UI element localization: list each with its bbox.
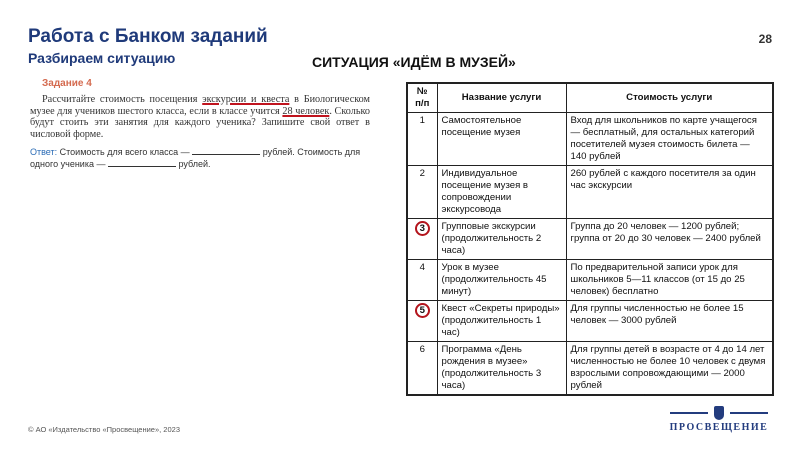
- task-text: [30, 94, 370, 140]
- col-header-name: Название услуги: [437, 83, 566, 113]
- service-name: Групповые экскурсии (продолжительность 2 часа): [437, 219, 566, 260]
- table-row: [407, 342, 773, 396]
- service-cost: Группа до 20 человек — 1200 рублей; группа от 20 до 30 человек — 2400 рублей: [566, 219, 773, 260]
- row-number-text: 5: [415, 303, 430, 318]
- underlined-text: 28 человек: [282, 105, 330, 117]
- row-number: [407, 342, 437, 396]
- service-cost: Вход для школьников по карте учащегося — бесплатный, для остальных категорий посетителей музея стоимость билета — 140 рублей: [566, 113, 773, 166]
- copyright: © АО «Издательство «Просвещение», 2023: [28, 425, 180, 434]
- service-name: Квест «Секреты природы» (продолжительность 1 час): [437, 301, 566, 342]
- row-number: [407, 301, 437, 342]
- answer-blank: [192, 147, 260, 155]
- table-row: [407, 219, 773, 260]
- task-text-part: Рассчитайте стоимость посещения: [42, 94, 203, 105]
- row-number-text: 4: [419, 262, 425, 273]
- services-table: [406, 82, 774, 396]
- answer-text: Стоимость для всего класса —: [59, 147, 190, 157]
- shield-icon: [714, 406, 724, 420]
- row-number: [407, 166, 437, 219]
- service-name: Индивидуальное посещение музея в сопровождении экскурсовода: [437, 166, 566, 219]
- task-text-part: . Сколько будут стоить эти занятия для каждого ученика? Запишите свой ответ в числовой форме.: [30, 105, 370, 140]
- underlined-text: экскурсии и квеста: [202, 94, 290, 105]
- situation-title: СИТУАЦИЯ «ИДЁМ В МУЗЕЙ»: [312, 54, 516, 70]
- page-title: Работа с Банком заданий: [28, 26, 268, 47]
- row-number-text: 3: [415, 221, 430, 236]
- service-cost: Для группы численностью не более 15 человек — 3000 рублей: [566, 301, 773, 342]
- publisher-logo: [664, 404, 774, 434]
- service-name: Программа «День рождения в музее» (продолжительность 3 часа): [437, 342, 566, 396]
- row-number: [407, 219, 437, 260]
- logo-text: ПРОСВЕЩЕНИЕ: [669, 422, 769, 433]
- page-number: 28: [758, 32, 772, 46]
- answer-text: рублей. Стоимость для одного ученика —: [30, 147, 361, 169]
- service-cost: 260 рублей с каждого посетителя за один час экскурсии: [566, 166, 773, 219]
- page-subtitle: Разбираем ситуацию: [28, 50, 176, 66]
- col-header-number: № п/п: [407, 83, 437, 113]
- answer-line: [30, 146, 370, 170]
- answer-label: Ответ:: [30, 147, 58, 157]
- row-number-text: 2: [419, 168, 425, 179]
- service-cost: По предварительной записи урок для школьников 5—11 классов (от 15 до 25 человек) бесплатно: [566, 260, 773, 301]
- table-row: [407, 113, 773, 166]
- table-row: [407, 301, 773, 342]
- service-name: Урок в музее (продолжительность 45 минут): [437, 260, 566, 301]
- task-text-part: в Биологическом музее для учеников шестого класса, если в классе учится: [30, 94, 371, 117]
- row-number-text: 6: [419, 344, 425, 355]
- answer-blank: [108, 159, 176, 167]
- service-name: Самостоятельное посещение музея: [437, 113, 566, 166]
- service-cost: Для группы детей в возрасте от 4 до 14 лет численностью не более 10 человек с двумя взрослыми сопровождающими — 2000 рублей: [566, 342, 773, 396]
- col-header-cost: Стоимость услуги: [566, 83, 773, 113]
- task-heading: Задание 4: [42, 78, 92, 89]
- table-row: [407, 260, 773, 301]
- task-excerpt: [30, 78, 370, 170]
- row-number: [407, 113, 437, 166]
- answer-text: рублей.: [178, 159, 211, 169]
- row-number-text: 1: [419, 115, 425, 126]
- row-number: [407, 260, 437, 301]
- table-row: [407, 166, 773, 219]
